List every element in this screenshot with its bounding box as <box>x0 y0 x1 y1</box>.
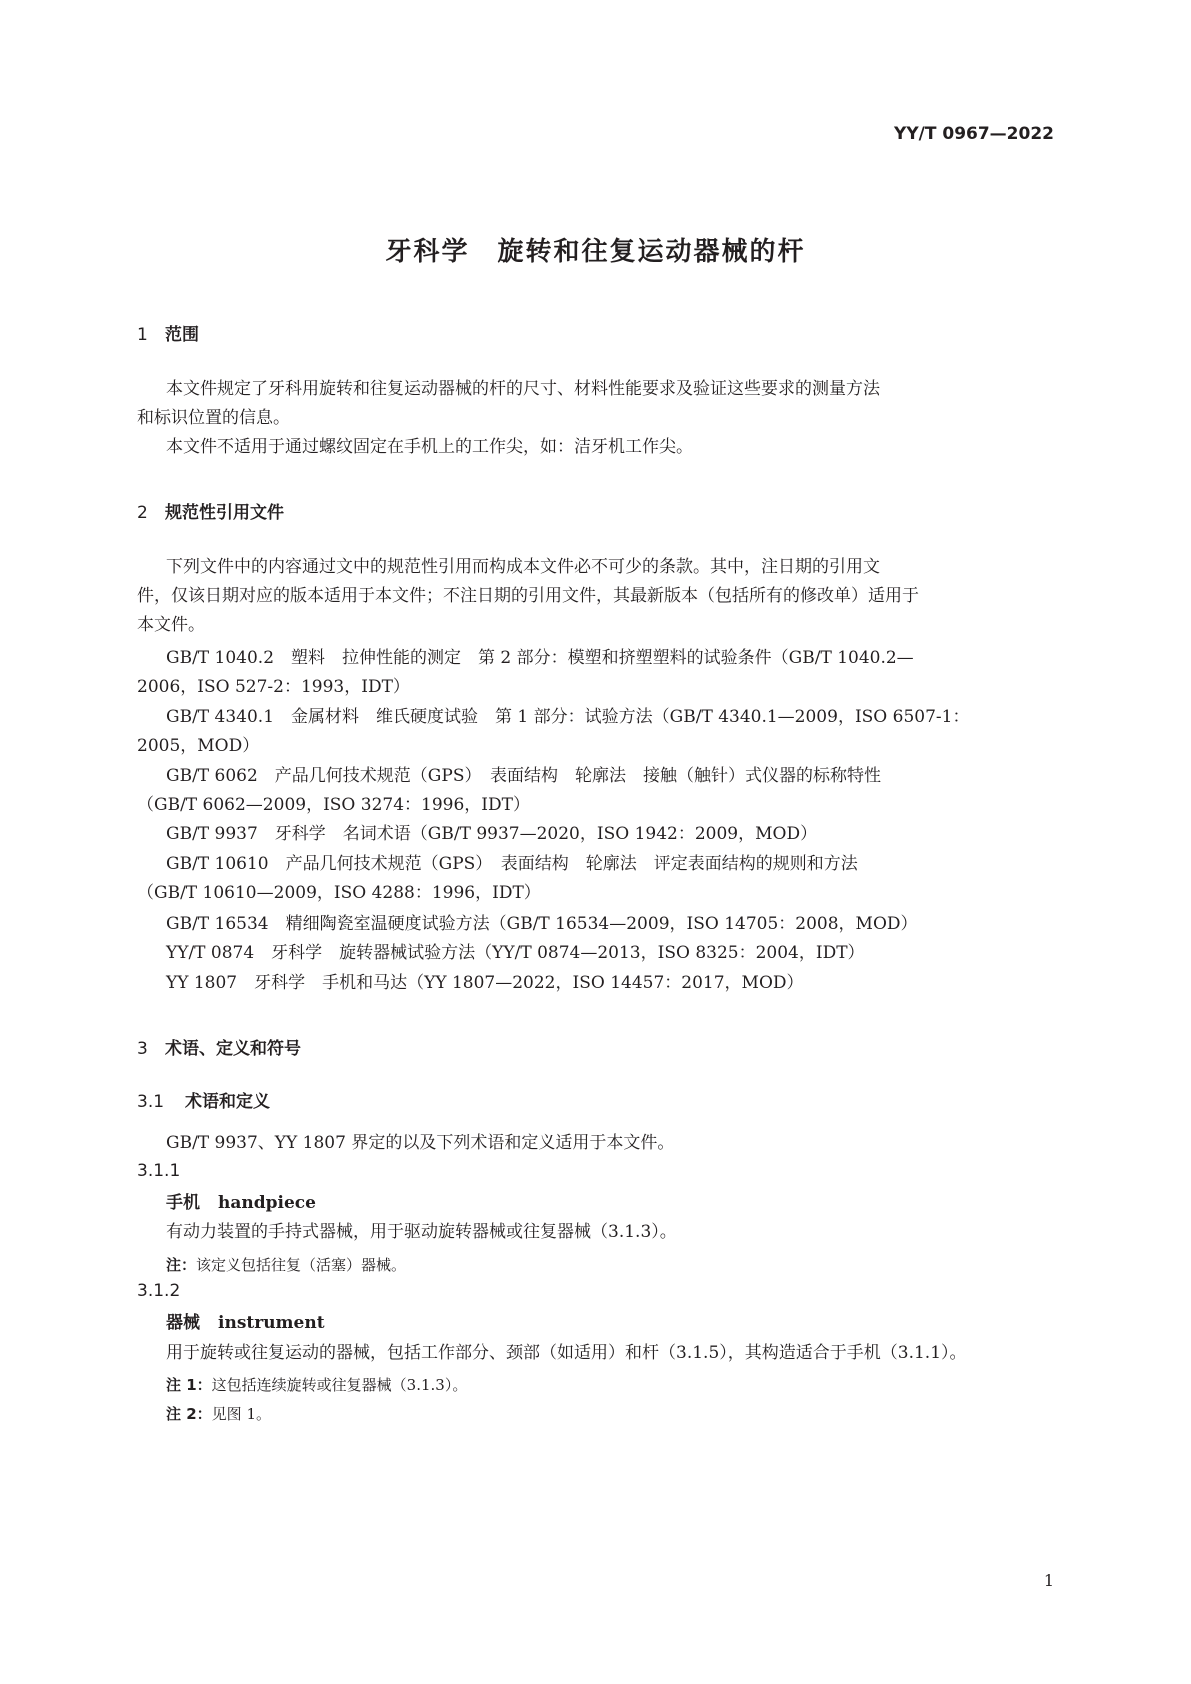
reference-item: YY 1807 牙科学 手机和马达（YY 1807—2022，ISO 14457：2017，MOD） <box>166 973 804 993</box>
page-number: 1 <box>1043 1571 1054 1590</box>
section-3-1-title: 术语和定义 <box>185 1092 270 1112</box>
references-intro-line-2: 件，仅该日期对应的版本适用于本文件；不注日期的引用文件，其最新版本（包括所有的修改单）适用于 <box>137 586 919 606</box>
term-chinese: 手机 <box>166 1193 200 1213</box>
term-definition: 用于旋转或往复运动的器械，包括工作部分、颈部（如适用）和杆（3.1.5），其构造适合于手机（3.1.1）。 <box>166 1343 967 1363</box>
term-heading <box>166 1309 325 1338</box>
note-text: 见图 1。 <box>211 1405 271 1423</box>
term-number: 3.1.1 <box>137 1161 181 1181</box>
term-note <box>166 1254 406 1275</box>
term-heading <box>166 1189 316 1218</box>
scope-paragraph-1-line-2: 和标识位置的信息。 <box>137 408 290 428</box>
references-intro-line-1: 下列文件中的内容通过文中的规范性引用而构成本文件必不可少的条款。其中，注日期的引用文 <box>166 557 880 577</box>
term-chinese: 器械 <box>166 1313 200 1333</box>
note-label: 注： <box>166 1256 197 1274</box>
terms-intro: GB/T 9937、YY 1807 界定的以及下列术语和定义适用于本文件。 <box>166 1133 675 1153</box>
reference-item: GB/T 10610 产品几何技术规范（GPS） 表面结构 轮廓法 评定表面结构的规则和方法 <box>166 854 858 874</box>
reference-item-continuation: （GB/T 10610—2009，ISO 4288：1996，IDT） <box>137 883 541 903</box>
section-2-title: 规范性引用文件 <box>165 503 284 523</box>
term-definition: 有动力装置的手持式器械，用于驱动旋转器械或往复器械（3.1.3）。 <box>166 1222 677 1242</box>
reference-item-continuation: （GB/T 6062—2009，ISO 3274：1996，IDT） <box>137 795 530 815</box>
reference-item: GB/T 6062 产品几何技术规范（GPS） 表面结构 轮廓法 接触（触针）式仪器的标称特性 <box>166 766 881 786</box>
reference-item: GB/T 9937 牙科学 名词术语（GB/T 9937—2020，ISO 1942：2009，MOD） <box>166 824 818 844</box>
section-3-title: 术语、定义和符号 <box>165 1039 301 1059</box>
reference-item-continuation: 2006，ISO 527-2：1993，IDT） <box>137 677 410 697</box>
section-3-number: 3 <box>137 1039 148 1059</box>
note-text: 该定义包括往复（活塞）器械。 <box>196 1256 407 1274</box>
term-note <box>166 1403 271 1424</box>
scope-paragraph-2: 本文件不适用于通过螺纹固定在手机上的工作尖，如：洁牙机工作尖。 <box>166 437 693 457</box>
document-title: 牙科学 旋转和往复运动器械的杆 <box>385 237 806 267</box>
term-english: handpiece <box>218 1193 316 1213</box>
section-3-1-heading <box>137 1087 270 1112</box>
reference-item: GB/T 1040.2 塑料 拉伸性能的测定 第 2 部分：模塑和挤塑塑料的试验条件（GB/T 1040.2— <box>166 648 914 668</box>
note-label: 注 1： <box>166 1376 212 1394</box>
section-2-number: 2 <box>137 503 148 523</box>
section-1-number: 1 <box>137 325 148 345</box>
reference-item-continuation: 2005，MOD） <box>137 736 260 756</box>
scope-paragraph-1-line-1: 本文件规定了牙科用旋转和往复运动器械的杆的尺寸、材料性能要求及验证这些要求的测量方法 <box>166 379 880 399</box>
reference-item: YY/T 0874 牙科学 旋转器械试验方法（YY/T 0874—2013，ISO 8325：2004，IDT） <box>166 943 865 963</box>
section-2-heading <box>137 498 284 523</box>
standard-code: YY/T 0967—2022 <box>894 124 1054 144</box>
section-3-1-number: 3.1 <box>137 1092 165 1112</box>
note-label: 注 2： <box>166 1405 212 1423</box>
section-3-heading <box>137 1034 301 1059</box>
reference-item: GB/T 16534 精细陶瓷室温硬度试验方法（GB/T 16534—2009，ISO 14705：2008，MOD） <box>166 914 918 934</box>
references-intro-line-3: 本文件。 <box>137 615 205 635</box>
note-text: 这包括连续旋转或往复器械（3.1.3）。 <box>211 1376 468 1394</box>
section-1-heading <box>137 320 199 345</box>
term-number: 3.1.2 <box>137 1281 181 1301</box>
reference-item: GB/T 4340.1 金属材料 维氏硬度试验 第 1 部分：试验方法（GB/T 4340.1—2009，ISO 6507-1： <box>166 707 970 727</box>
term-english: instrument <box>218 1313 325 1333</box>
term-note <box>166 1374 467 1395</box>
section-1-title: 范围 <box>165 325 199 345</box>
